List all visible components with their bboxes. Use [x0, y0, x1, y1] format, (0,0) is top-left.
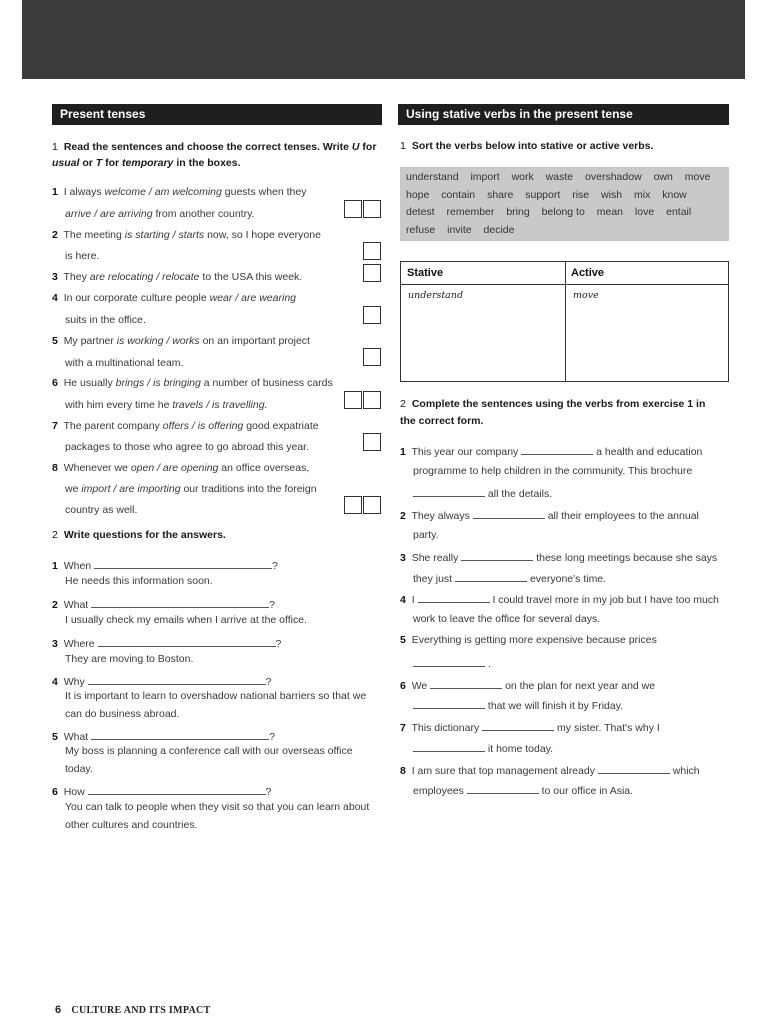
ex1-item-8-line1: 8 Whenever we open / are opening an office overseas, — [52, 462, 310, 474]
ex1-item-6-line1: 6 He usually brings / is bringing a number of business cards — [52, 377, 333, 389]
answer-line[interactable] — [91, 729, 269, 740]
verb-item: know — [662, 188, 687, 201]
ex1-item-4-line2: suits in the office. — [65, 314, 146, 326]
sentence-6-line2: that we will finish it by Friday. — [413, 698, 623, 712]
answer-box-6a[interactable] — [344, 391, 362, 409]
sentence-4-line1: 4 I I could travel more in my job but I have too much — [400, 594, 719, 606]
answer-line[interactable] — [88, 784, 266, 795]
verb-item: wish — [601, 188, 623, 201]
verb-item: share — [487, 188, 514, 201]
answer-box-1b[interactable] — [363, 200, 381, 218]
verb-item: contain — [441, 188, 476, 201]
left-column — [52, 104, 382, 171]
answer-line[interactable] — [413, 741, 485, 752]
right-exercise-2-instruction-line2: the correct form. — [400, 415, 484, 427]
ex2-q3: 3 Where ? — [52, 638, 282, 650]
sentence-6-line1: 6 We on the plan for next year and we — [400, 680, 656, 692]
verb-item: decide — [483, 223, 515, 236]
answer-line[interactable] — [473, 508, 545, 519]
answer-box-3[interactable] — [363, 264, 381, 282]
table-header-active: Active — [565, 262, 728, 285]
right-exercise-2-instruction-line1: 2 Complete the sentences using the verbs from exercise 1 in — [400, 398, 706, 410]
sentence-7-line1: 7 This dictionary my sister. That's why I — [400, 722, 660, 734]
answer-box-2[interactable] — [363, 242, 381, 260]
ex1-item-7-line2: packages to those who agree to go abroad this year. — [65, 441, 309, 453]
stative-active-table — [400, 261, 729, 382]
answer-box-7[interactable] — [363, 433, 381, 451]
exercise-2-instruction: 2 Write questions for the answers. — [52, 529, 226, 541]
ex2-q4: 4 Why ? — [52, 676, 272, 688]
ex1-item-1-line2: arrive / are arriving from another country. — [65, 208, 255, 220]
verb-item: import — [470, 171, 500, 183]
verb-item: move — [684, 171, 711, 183]
sentence-5-line1: 5 Everything is getting more expensive because prices — [400, 634, 657, 646]
answer-line[interactable] — [88, 674, 266, 685]
answer-line[interactable] — [91, 597, 269, 608]
ex2-q5: 5 What ? — [52, 731, 275, 743]
ex1-item-6-line2: with him every time he travels / is travelling. — [65, 399, 268, 411]
ex1-item-5-line1: 5 My partner is working / works on an important project — [52, 335, 310, 347]
right-column — [398, 104, 729, 125]
ex1-item-3: 3 They are relocating / relocate to the USA this week. — [52, 271, 303, 283]
section-header-present-tenses: Present tenses — [52, 104, 382, 125]
answer-box-8a[interactable] — [344, 496, 362, 514]
sentence-1-line2: programme to help children in the community. This brochure — [413, 465, 693, 477]
ex2-a2: I usually check my emails when I arrive at the office. — [65, 614, 307, 626]
sentence-4-line2: work to leave the office for several days. — [413, 613, 601, 625]
sentence-1-line1: 1 This year our company a health and education — [400, 446, 703, 458]
page-number: 6 — [55, 1004, 62, 1016]
exercise-1-instruction: 1 Read the sentences and choose the correct tenses. Write U for usual or T for temporary in the boxes. — [52, 141, 377, 169]
verb-item: love — [634, 206, 655, 218]
sentence-8-line2: employees to our office in Asia. — [413, 785, 634, 797]
answer-line[interactable] — [94, 558, 272, 569]
ex1-item-8-line2: we import / are importing our traditions into the foreign — [65, 483, 317, 495]
verb-item: hope — [406, 188, 430, 201]
answer-line[interactable] — [521, 444, 593, 455]
verb-item: entail — [666, 206, 692, 218]
verb-item: detest — [406, 206, 435, 218]
verb-item: work — [511, 171, 534, 183]
verb-item: mix — [633, 188, 651, 201]
sentence-3-line1: 3 She really these long meetings because she says — [400, 552, 718, 564]
answer-line[interactable] — [418, 592, 490, 603]
sentence-1-line3: all the details. — [413, 486, 552, 500]
verb-list-box — [400, 167, 729, 241]
verb-item: rise — [572, 188, 590, 201]
answer-line[interactable] — [413, 486, 485, 497]
verb-item: mean — [596, 206, 623, 218]
answer-line[interactable] — [98, 636, 276, 647]
answer-box-5[interactable] — [363, 348, 381, 366]
verb-item: remember — [446, 206, 495, 218]
answer-box-6b[interactable] — [363, 391, 381, 409]
ex1-item-2-line2: is here. — [65, 250, 100, 262]
table-header-stative: Stative — [401, 262, 565, 285]
answer-line[interactable] — [482, 720, 554, 731]
verb-item: waste — [545, 171, 574, 183]
verb-item: understand — [406, 171, 459, 183]
unit-title: CULTURE AND ITS IMPACT — [71, 1005, 211, 1016]
sentence-8-line1: 8 I am sure that top management already which — [400, 765, 700, 777]
top-dark-banner — [22, 0, 745, 79]
right-exercise-1-instruction: 1 Sort the verbs below into stative or active verbs. — [400, 140, 654, 152]
sentence-5-line2: . — [413, 656, 491, 670]
example-stative: understand — [408, 290, 464, 301]
ex2-a5-line2: today. — [65, 763, 93, 775]
verb-item: own — [653, 171, 673, 183]
ex1-item-1-line1: 1 I always welcome / am welcoming guests when they — [52, 186, 307, 198]
ex1-item-7-line1: 7 The parent company offers / is offering good expatriate — [52, 420, 319, 432]
answer-line[interactable] — [598, 763, 670, 774]
verb-item: belong to — [541, 206, 585, 218]
sentence-7-line2: it home today. — [413, 741, 553, 755]
section-header-stative-verbs: Using stative verbs in the present tense — [398, 104, 729, 125]
ex2-a4-line2: can do business abroad. — [65, 708, 180, 720]
ex1-item-8-line3: country as well. — [65, 504, 138, 516]
verb-item: invite — [447, 223, 472, 236]
table-divider — [565, 262, 566, 381]
ex1-item-4-line1: 4 In our corporate culture people wear / are wearing — [52, 292, 296, 304]
ex2-a6-line2: other cultures and countries. — [65, 819, 198, 831]
answer-box-1a[interactable] — [344, 200, 362, 218]
answer-line[interactable] — [455, 571, 527, 582]
ex1-item-5-line2: with a multinational team. — [65, 357, 184, 369]
sentence-2-line2: party. — [413, 529, 439, 541]
sentence-2-line1: 2 They always all their employees to the annual — [400, 510, 699, 522]
answer-box-8b[interactable] — [363, 496, 381, 514]
answer-line[interactable] — [461, 550, 533, 561]
verb-item: bring — [506, 206, 530, 218]
ex2-a4-line1: It is important to learn to overshadow national barriers so that we — [65, 690, 367, 702]
ex2-a3: They are moving to Boston. — [65, 653, 194, 665]
example-active: move — [573, 290, 599, 301]
ex2-a6-line1: You can talk to people when they visit so that you can learn about — [65, 801, 370, 813]
page-footer — [55, 1004, 211, 1016]
sentence-3-line2: they just everyone's time. — [413, 573, 607, 585]
answer-line[interactable] — [467, 783, 539, 794]
ex2-q1: 1 When ? — [52, 560, 278, 572]
answer-box-4[interactable] — [363, 306, 381, 324]
answer-line[interactable] — [430, 678, 502, 689]
verb-item: support — [525, 188, 561, 201]
verb-item: overshadow — [585, 171, 642, 183]
answer-line[interactable] — [413, 698, 485, 709]
ex1-item-2-line1: 2 The meeting is starting / starts now, so I hope everyone — [52, 229, 321, 241]
answer-line[interactable] — [413, 656, 485, 667]
ex2-q2: 2 What ? — [52, 599, 275, 611]
verb-item: refuse — [406, 223, 436, 236]
ex2-a5-line1: My boss is planning a conference call with our overseas office — [65, 745, 353, 757]
ex2-q6: 6 How ? — [52, 786, 272, 798]
ex2-a1: He needs this information soon. — [65, 575, 213, 587]
